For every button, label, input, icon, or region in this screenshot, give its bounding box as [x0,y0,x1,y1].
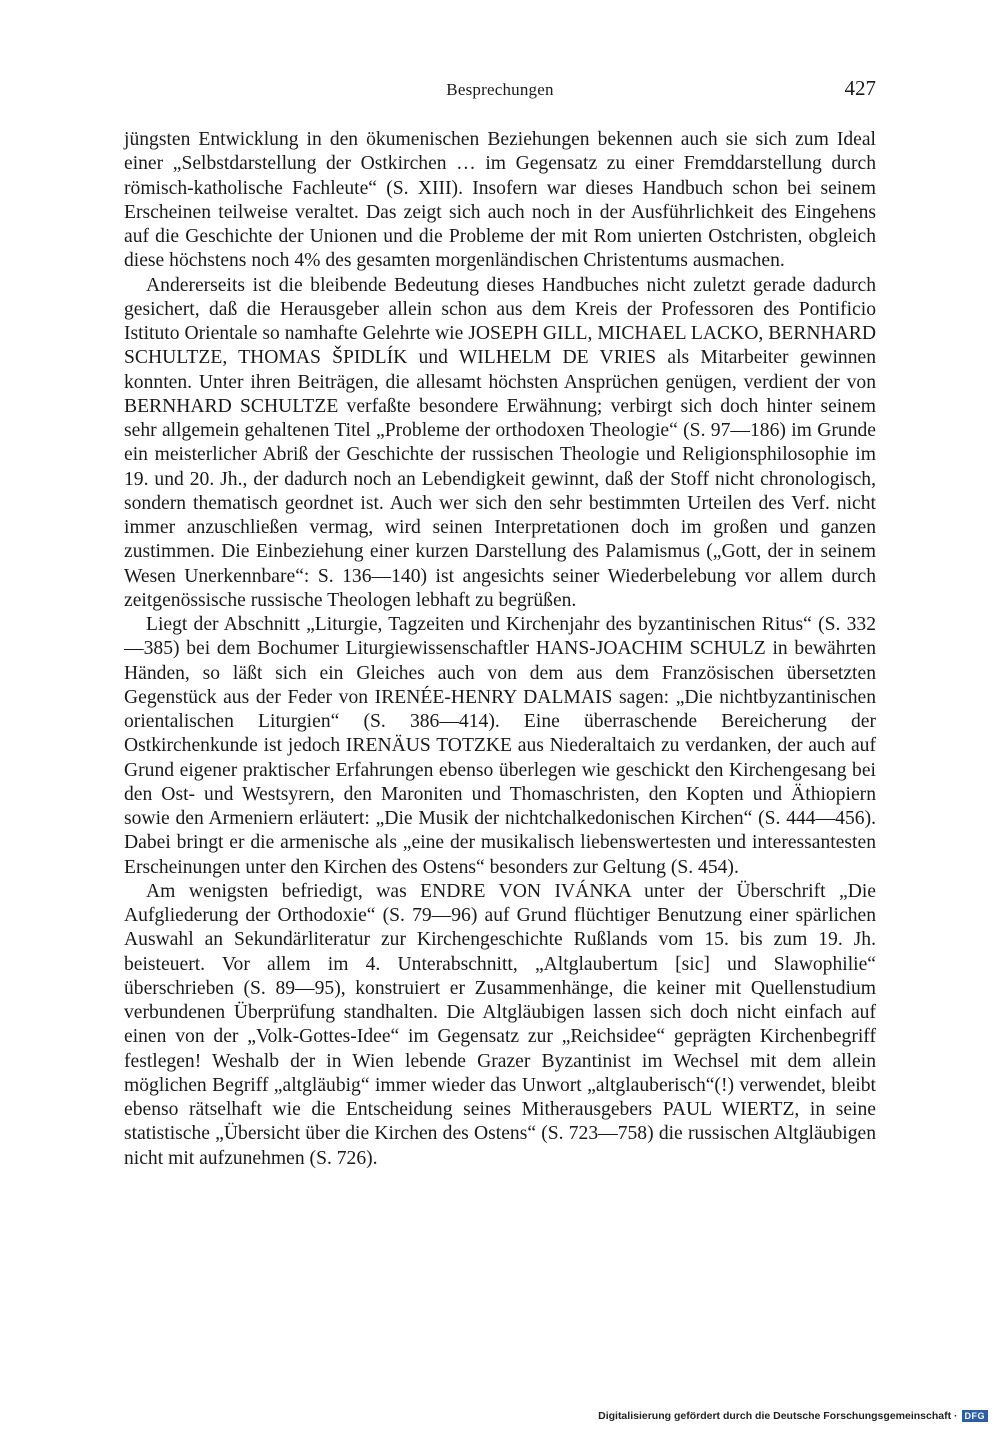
footer-credit: Digitalisierung gefördert durch die Deutsche Forschungsgemeinschaft · [598,1410,958,1422]
paragraph: Am wenigsten befriedigt, was ENDRE VON IVÁNKA unter der Überschrift „Die Aufgliederung der Orthodoxie“ (S. 79—96) auf Grund flüchtiger Benutzung einer spärlichen Auswahl an Sekundärliteratur zur Kirchengeschichte Rußlands vom 15. bis zum 19. Jh. beisteuert. Vor allem im 4. Unterabschnitt, „Altglaubertum [sic] und Slawophilie“ überschrieben (S. 89—95), konstruiert er Zusammenhänge, die keiner mit Quellenstudium verbundenen Überprüfung standhalten. Die Altgläubigen lassen sich doch nicht einfach auf einen von der „Volk-Gottes-Idee“ im Gegensatz zur „Reichsidee“ geprägten Kirchenbegriff festlegen! Weshalb der in Wien lebende Grazer Byzantinist im Wechsel mit dem allein möglichen Begriff „altgläubig“ immer wieder das Unwort „altglauberisch“(!) verwendet, bleibt ebenso rätselhaft wie die Entscheidung seines Mitherausgebers PAUL WIERTZ, in seine statistische „Übersicht über die Kirchen des Ostens“ (S. 723—758) die russischen Altgläubigen nicht mit aufzunehmen (S. 726). [124,880,876,1169]
running-title: Besprechungen [446,80,554,99]
running-head [124,74,876,104]
paragraph-continuation: jüngsten Entwicklung in den ökumenischen Beziehungen bekennen auch sie sich zum Ideal einer „Selbstdarstellung der Ostkirchen … im Gegensatz zu einer Fremddarstellung durch römisch-katholische Fachleute“ (S. XIII). Insofern war dieses Handbuch schon bei seinem Erscheinen teilweise veraltet. Das zeigt sich auch noch in der Ausführlichkeit des Eingehens auf die Geschichte der Unionen und die Probleme der mit Rom unierten Ostchristen, obgleich diese höchstens noch 4% des gesamten morgenländischen Christentums ausmachen. [124,129,876,272]
paragraph: Liegt der Abschnitt „Liturgie, Tagzeiten und Kirchenjahr des byzantinischen Ritus“ (S. 332—385) bei dem Bochumer Liturgiewissenschaftler HANS-JOACHIM SCHULZ in bewährten Händen, so läßt sich ein Gleiches auch von dem aus dem Französischen übersetzten Gegenstück aus der Feder von IRENÉE-HENRY DALMAIS sagen: „Die nichtbyzantinischen orientalischen Liturgien“ (S. 386—414). Eine überraschende Bereicherung der Ostkirchenkunde ist jedoch IRENÄUS TOTZKE aus Niederaltaich zu verdanken, der auch auf Grund eigener praktischer Erfahrungen ebenso überlegen wie geschickt den Kirchengesang bei den Ost- und Westsyrern, den Maroniten und Thomaschristen, den Kopten und Äthiopiern sowie den Armeniern erläutert: „Die Musik der nichtchalkedonischen Kirchen“ (S. 444—456). Dabei bringt er die armenische als „eine der musikalisch liebenswertesten und interessantesten Erscheinungen unter den Kirchen des Ostens“ besonders zur Geltung (S. 454). [124,614,876,878]
paragraph: Andererseits ist die bleibende Bedeutung dieses Handbuches nicht zuletzt gerade dadurch gesichert, daß die Herausgeber allein schon aus dem Kreis der Professoren des Pontificio Istituto Orientale so namhafte Gelehrte wie JOSEPH GILL, MICHAEL LACKO, BERNHARD SCHULTZE, THOMAS ŠPIDLÍK und WILHELM DE VRIES als Mitarbeiter gewinnen konnten. Unter ihren Beiträgen, die allesamt höchsten Ansprüchen genügen, verdient der von BERNHARD SCHULTZE verfaßte besondere Erwähnung; verbirgt sich doch hinter seinem sehr allgemein gehaltenen Titel „Probleme der orthodoxen Theologie“ (S. 97—186) im Grunde ein meisterlicher Abriß der Geschichte der russischen Theologie und Religionsphilosophie im 19. und 20. Jh., der dadurch noch an Lebendigkeit gewinnt, daß der Stoff nicht chronologisch, sondern thematisch geordnet ist. Auch wer sich den sehr bestimmten Urteilen des Verf. nicht immer anzuschließen vermag, wird seinen Interpretationen doch im großen und ganzen zustimmen. Die Einbeziehung einer kurzen Darstellung des Palamismus („Gott, der in seinem Wesen Unerkennbare“: S. 136—140) ist angesichts seiner Wiederbelebung vor allem durch zeitgenössische russische Theologen lebhaft zu begrüßen. [124,274,876,611]
page-number: 427 [844,76,876,100]
digitization-footer [598,1410,988,1422]
body-text [124,128,876,1171]
dfg-logo-icon: DFG [962,1410,989,1422]
